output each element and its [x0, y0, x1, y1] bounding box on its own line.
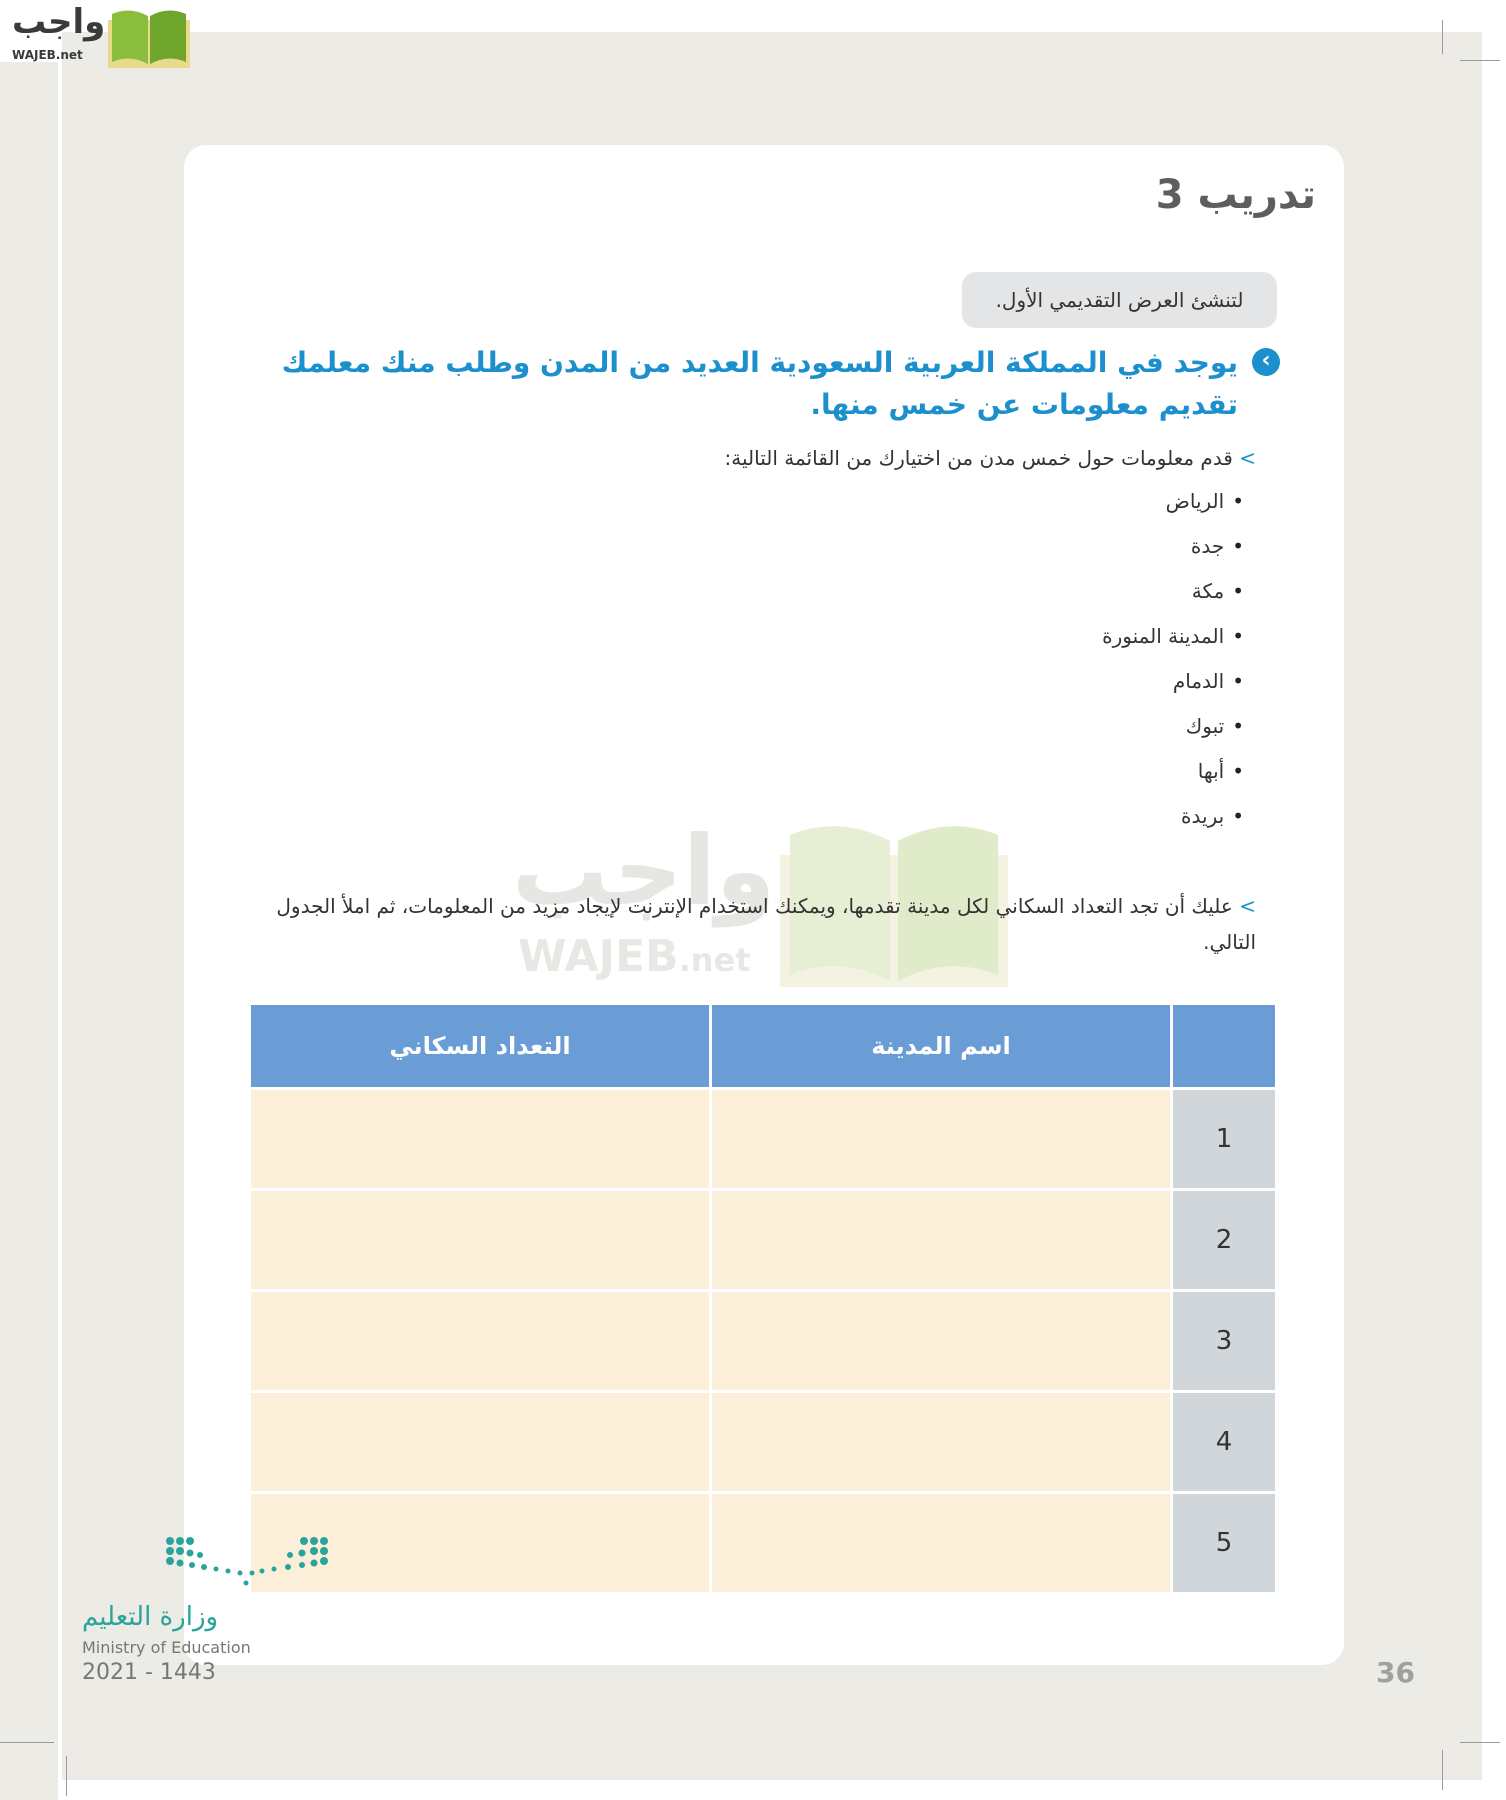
page-number: 36 [1376, 1656, 1415, 1689]
population-cell[interactable] [251, 1292, 709, 1390]
bullet-marker: > [1239, 894, 1256, 918]
population-cell[interactable] [251, 1191, 709, 1289]
crop-mark [66, 1756, 67, 1796]
list-item: • مكة [1102, 576, 1244, 621]
wajeb-logo[interactable] [10, 4, 190, 66]
academic-year: 2021 - 1443 [82, 1660, 216, 1685]
instruction-2 [246, 888, 1256, 960]
chevron-left-icon: ‹ [1252, 348, 1280, 376]
population-cell[interactable] [251, 1090, 709, 1188]
row-index: 5 [1173, 1494, 1275, 1592]
table-row [251, 1393, 1275, 1491]
header-city: اسم المدينة [712, 1005, 1170, 1087]
crop-mark [1460, 60, 1500, 61]
ministry-name-arabic: وزارة التعليم [82, 1602, 219, 1632]
bullet-marker: > [1239, 446, 1256, 470]
task-heading: يوجد في المملكة العربية السعودية العديد من المدن وطلب منك معلمك تقديم معلومات عن خمس منها. [281, 346, 1238, 421]
ministry-name-english: Ministry of Education [82, 1638, 251, 1657]
table-row [251, 1494, 1275, 1592]
crop-mark [0, 1742, 54, 1743]
population-cell[interactable] [251, 1393, 709, 1491]
city-cell[interactable] [712, 1494, 1170, 1592]
list-item: • المدينة المنورة [1102, 621, 1244, 666]
row-index: 1 [1173, 1090, 1275, 1188]
watermark-latin: WAJEB.net [518, 931, 751, 982]
open-book-icon [108, 6, 190, 68]
city-list [1102, 486, 1244, 846]
list-item: • جدة [1102, 531, 1244, 576]
page-left-strip [0, 62, 58, 1800]
city-cell[interactable] [712, 1191, 1170, 1289]
header-index [1173, 1005, 1275, 1087]
city-cell[interactable] [712, 1292, 1170, 1390]
header-population: التعداد السكاني [251, 1005, 709, 1087]
list-item: • بريدة [1102, 801, 1244, 846]
crop-mark [1442, 20, 1443, 54]
crop-mark [1460, 1742, 1500, 1743]
wajeb-logo-arabic: واجب [12, 2, 106, 42]
city-cell[interactable] [712, 1393, 1170, 1491]
wajeb-logo-latin: WAJEB.net [12, 48, 83, 62]
watermark-arabic: واجب [512, 815, 776, 927]
table-header-row [251, 1005, 1275, 1087]
city-cell[interactable] [712, 1090, 1170, 1188]
ministry-logo-icon [164, 1535, 334, 1595]
row-index: 3 [1173, 1292, 1275, 1390]
row-index: 2 [1173, 1191, 1275, 1289]
page-title: تدريب 3 [1155, 172, 1316, 218]
table-row [251, 1191, 1275, 1289]
row-index: 4 [1173, 1393, 1275, 1491]
objective-pill: لتنشئ العرض التقديمي الأول. [962, 272, 1277, 328]
list-item: • الدمام [1102, 666, 1244, 711]
population-table [248, 1002, 1278, 1595]
list-item: • أبها [1102, 756, 1244, 801]
crop-mark [1442, 1750, 1443, 1790]
list-item: • الرياض [1102, 486, 1244, 531]
list-item: • تبوك [1102, 711, 1244, 756]
instruction-2-text: عليك أن تجد التعداد السكاني لكل مدينة تقدمها، ويمكنك استخدام الإنترنت لإيجاد مزيد من المعلومات، ثم املأ الجدول التالي. [276, 894, 1256, 954]
instruction-1 [456, 440, 1256, 476]
table-row [251, 1090, 1275, 1188]
instruction-1-text: قدم معلومات حول خمس مدن من اختيارك من القائمة التالية: [724, 446, 1233, 470]
table-row [251, 1292, 1275, 1390]
